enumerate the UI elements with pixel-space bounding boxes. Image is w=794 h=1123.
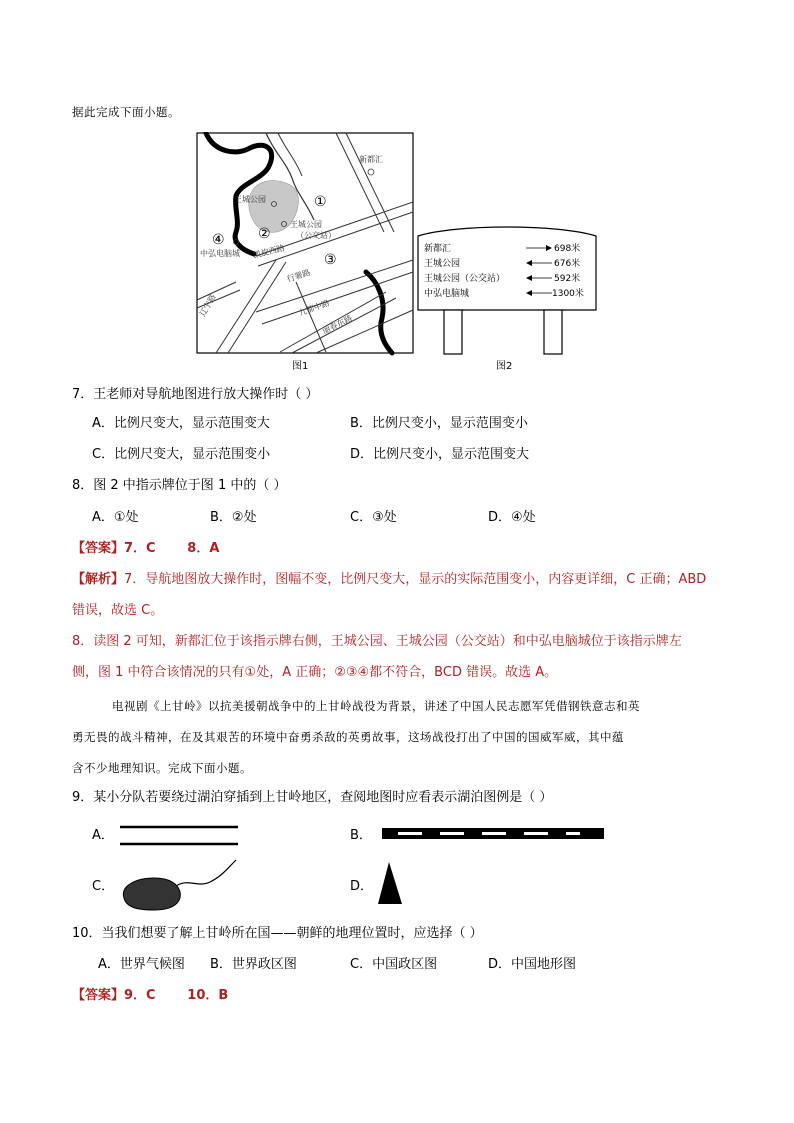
figure-1-map (196, 132, 414, 356)
sign-row-2-dist: 676米 (554, 259, 581, 269)
legend-railway-icon (382, 828, 606, 840)
question-7-stem: 7．王老师对导航地图进行放大操作时（ ） (72, 387, 319, 402)
figure-2-caption: 图2 (496, 361, 513, 372)
question-9-option-d: D． (350, 879, 374, 894)
marker-4: ④ (212, 232, 225, 248)
question-10-option-d: D．中国地形图 (488, 957, 577, 972)
question-9-stem: 9．某小分队若要绕过湖泊穿插到上甘岭地区，查阅地图时应看表示湖泊图例是（ ） (72, 790, 553, 805)
question-10-option-c: C．中国政区图 (350, 957, 438, 972)
sign-row-1-dist: 698米 (554, 244, 581, 254)
marker-1: ① (314, 194, 327, 210)
sign-row-2-name: 王城公园 (424, 259, 461, 269)
question-10-stem: 10．当我们想要了解上甘岭所在国——朝鲜的地理位置时，应选择（ ） (72, 926, 483, 941)
question-7-option-d: D．比例尺变小，显示范围变大 (350, 447, 530, 462)
figure-1-caption: 图1 (292, 361, 309, 372)
question-10-option-a: A．世界气候图 (98, 957, 185, 972)
label-xingshu-road: 行署路 (285, 267, 312, 284)
question-7-option-c: C．比例尺变大，显示范围变小 (92, 447, 271, 462)
label-liaoning-road: 辽宁路 (197, 292, 218, 318)
analysis-line-2: 错误，故选 C。 (72, 603, 164, 618)
label-jiudu-road: 九都中路 (297, 298, 331, 318)
analysis-text-1: 7．导航地图放大操作时，图幅不变，比例尺变大，显示的实际范围变小，内容更详细，C 正确；ABD (124, 572, 707, 587)
question-8-stem: 8．图 2 中指示牌位于图 1 中的（ ） (72, 478, 287, 493)
question-9-option-a: A． (92, 828, 114, 843)
intro-2-line-2: 勇无畏的战斗精神，在及其艰苦的环境中奋勇杀敌的英勇故事，这场战役打出了中国的国威军威，其中蕴 (72, 730, 624, 744)
label-bus-station: （公交站） (296, 231, 336, 240)
legend-lake-icon (118, 858, 242, 914)
question-8-option-c: C．③处 (350, 510, 397, 525)
analysis-label: 【解析】 (72, 572, 125, 587)
label-lichun-road: 丽春东路 (320, 313, 354, 336)
question-10-option-b: B．世界政区图 (210, 957, 297, 972)
figure-2-signpost (416, 220, 598, 356)
answer-label-2: 【答案】 (72, 988, 125, 1003)
label-wangcheng-park: 王城公园 (234, 195, 266, 204)
answer-block-1 (72, 539, 219, 559)
legend-mountain-peak-icon (376, 860, 406, 906)
sign-row-3-name: 王城公园（公交站） (424, 274, 506, 284)
question-8-option-a: A．①处 (92, 510, 139, 525)
question-8-option-d: D．④处 (488, 510, 536, 525)
analysis-line-4: 侧，图 1 中符合该情况的只有①处，A 正确；②③④都不符合，BCD 错误。故选 A。 (72, 665, 558, 680)
intro-text: 据此完成下面小题。 (72, 105, 180, 119)
answer-text: 7．C 8．A (124, 541, 220, 556)
sign-row-1-name: 新都汇 (424, 244, 452, 254)
sign-row-3-dist: 592米 (554, 274, 581, 284)
sign-row-4-name: 中弘电脑城 (424, 289, 470, 299)
label-kaixuan-road: 凯旋西路 (252, 243, 286, 260)
intro-2-line-3: 含不少地理知识。完成下面小题。 (72, 761, 252, 775)
answer-block-2 (72, 986, 228, 1006)
label-zhonghong: 中弘电脑城 (200, 249, 240, 258)
marker-3: ③ (324, 252, 337, 268)
question-7-option-b: B．比例尺变小，显示范围变小 (350, 416, 528, 431)
question-9-option-c: C． (92, 879, 115, 894)
question-9-option-b: B． (350, 828, 372, 843)
intro-2-line-1: 电视剧《上甘岭》以抗美援朝战争中的上甘岭战役为背景，讲述了中国人民志愿军凭借钢铁意志和英 (112, 699, 640, 713)
label-xindu: 新都汇 (359, 155, 383, 164)
marker-2: ② (258, 226, 271, 242)
sign-row-4-dist: 1300米 (552, 289, 584, 299)
label-wangcheng-bus: 王城公园 (290, 220, 322, 229)
analysis-line-1 (72, 570, 706, 590)
question-7-option-a: A．比例尺变大，显示范围变大 (92, 416, 270, 431)
answer-text-2: 9．C 10．B (124, 988, 229, 1003)
question-8-option-b: B．②处 (210, 510, 257, 525)
answer-label: 【答案】 (72, 541, 125, 556)
analysis-line-3: 8．读图 2 可知，新都汇位于该指示牌右侧，王城公园、王城公园（公交站）和中弘电脑城位于该指示牌左 (72, 634, 682, 649)
legend-double-line-icon (120, 824, 240, 850)
